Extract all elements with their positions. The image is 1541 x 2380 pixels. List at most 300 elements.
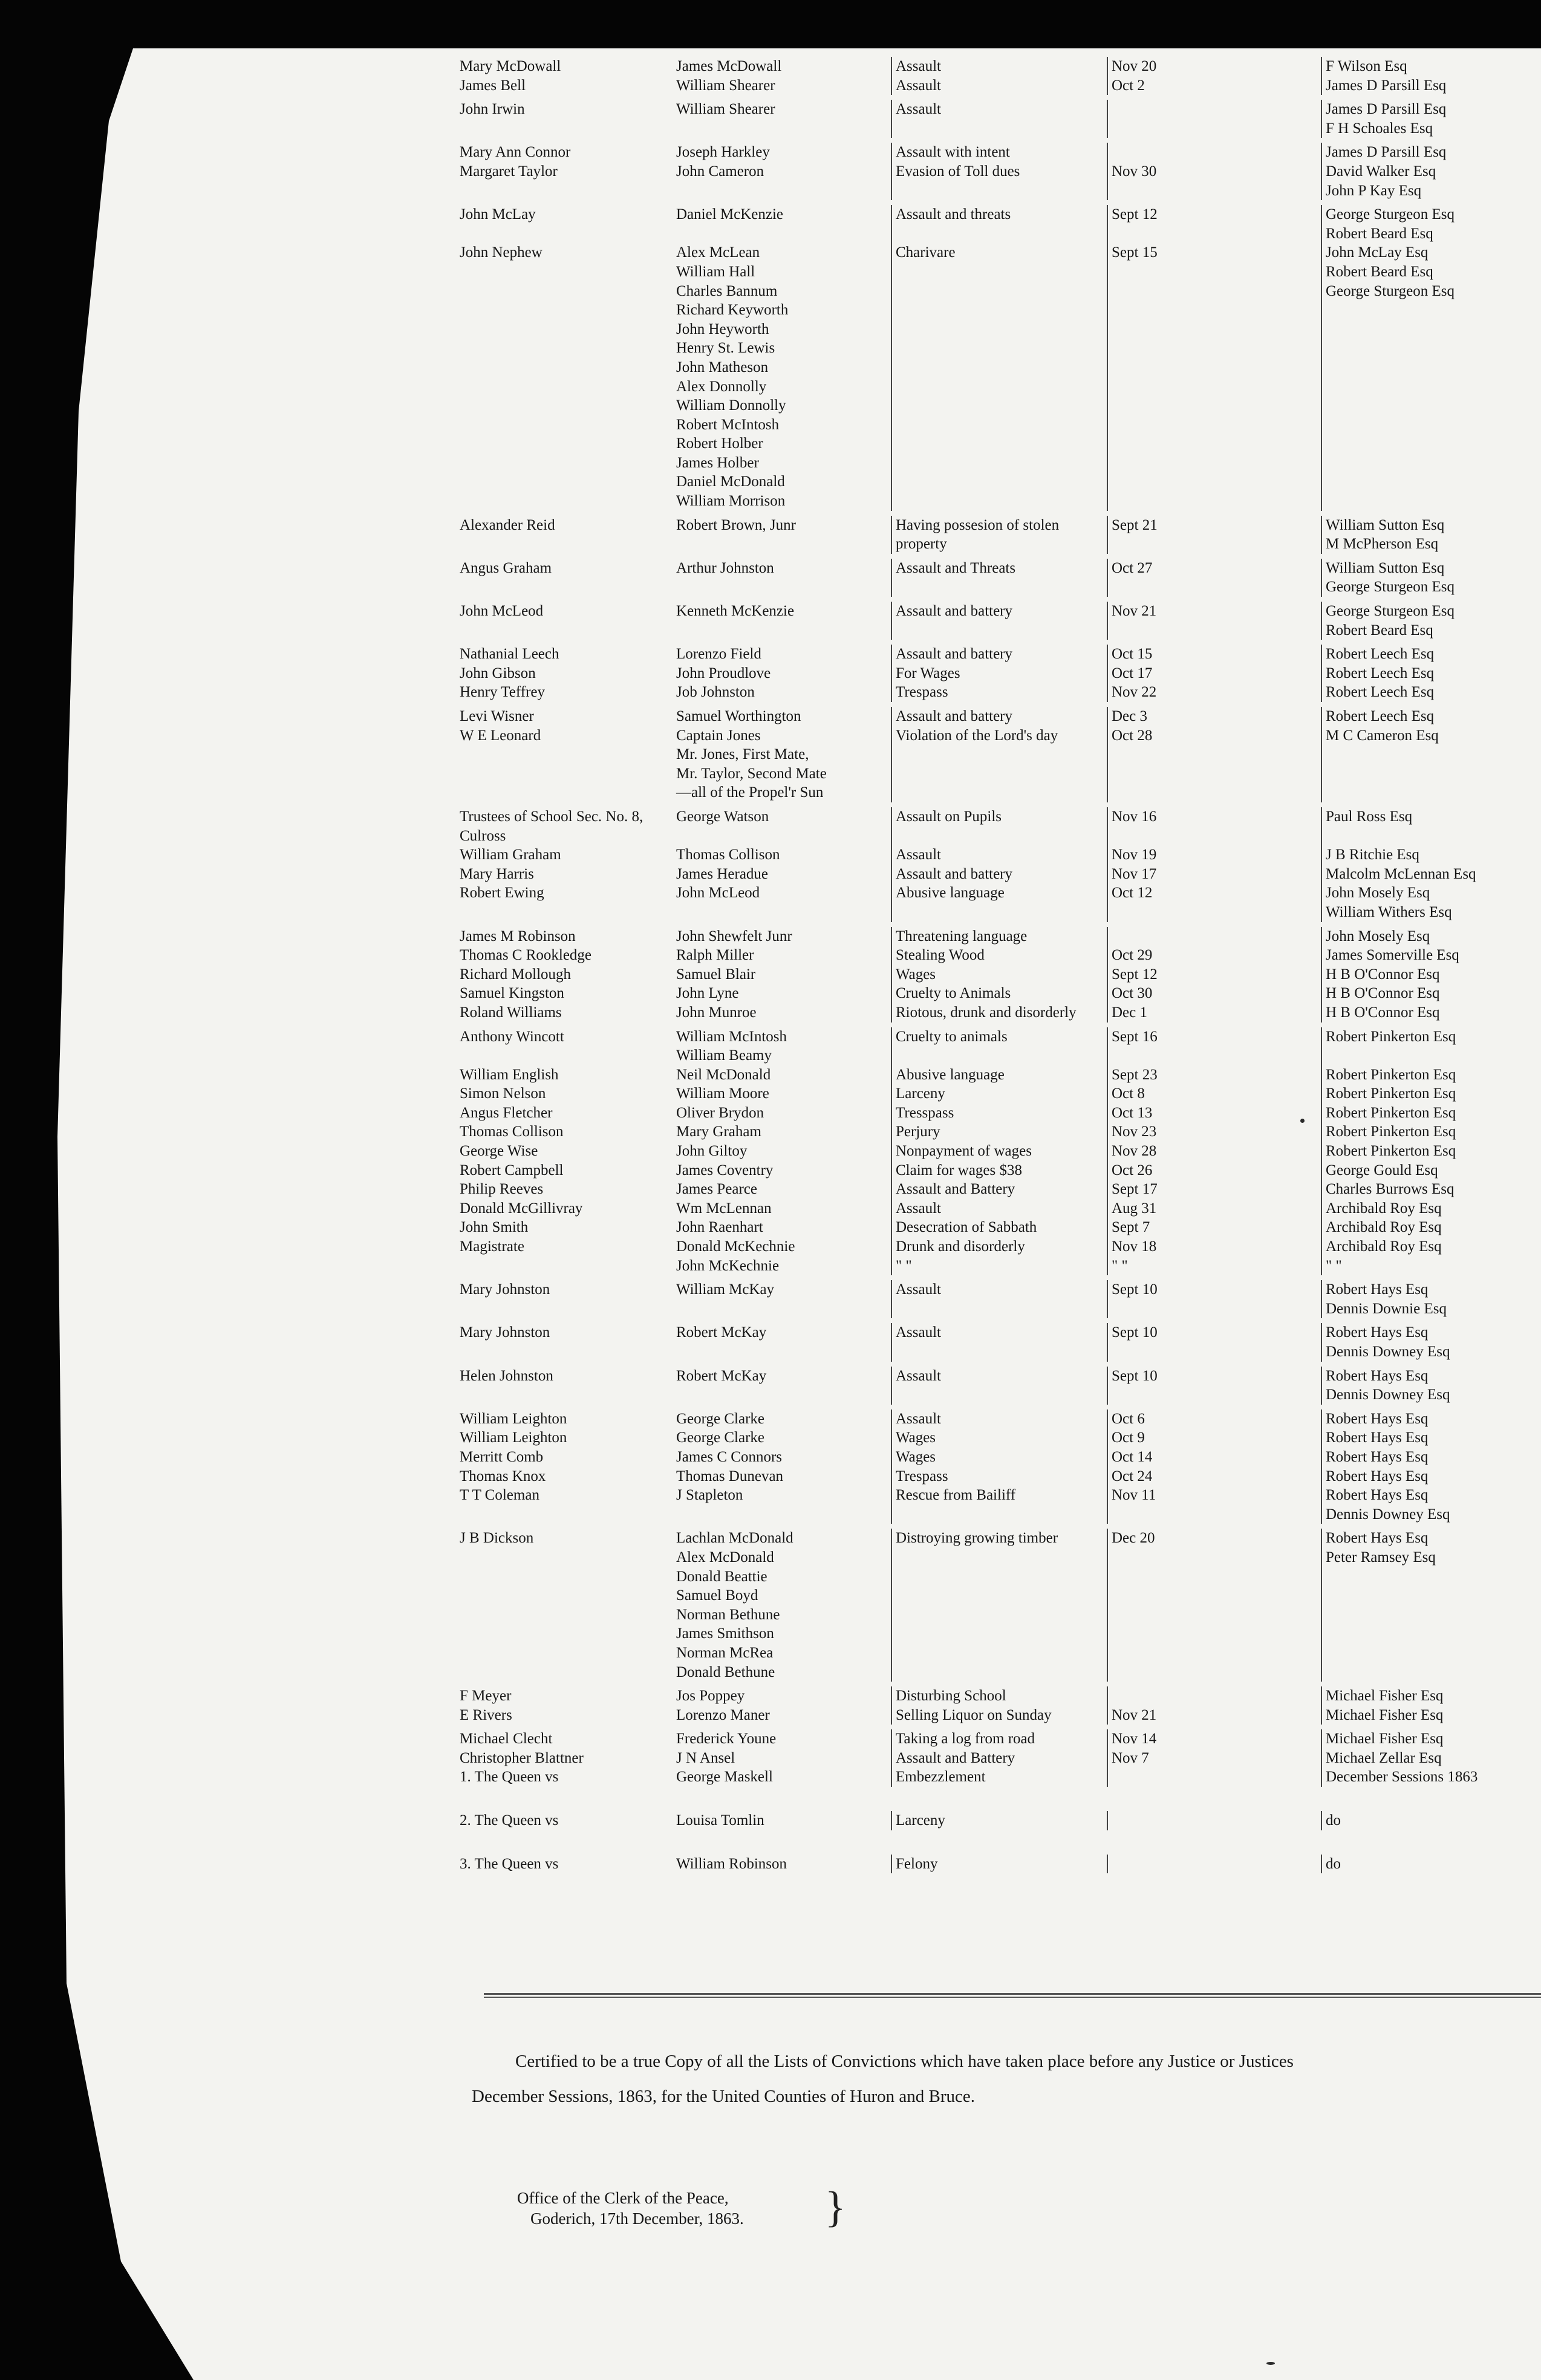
table-row: [460, 162, 1541, 200]
table-row: [460, 1122, 1541, 1142]
offence-cell: Violation of the Lord's day: [891, 726, 1107, 802]
prosecutor-cell: Angus Graham: [460, 559, 552, 576]
offence-cell: Wages: [891, 1428, 1107, 1448]
table-row: [460, 1003, 1541, 1023]
table-row: [460, 1104, 1541, 1123]
defendant-cell: Alex McLean William Hall Charles Bannum Richard Keyworth John Heyworth Henry St. Lewis John Matheson Alex Donnolly William Donnolly Robert McIntosh Robert Holber James Holber Daniel McDonald William Morrison: [676, 244, 789, 510]
justice-cell: James D Parsill Esq: [1321, 76, 1541, 96]
offence-cell: Assault and threats: [891, 205, 1107, 243]
prosecutor-cell: William Graham: [460, 847, 561, 863]
certification-text: [472, 2044, 1541, 2114]
defendant-cell: William McIntosh William Beamy: [676, 1028, 787, 1064]
date-cell: Nov 21: [1107, 1706, 1321, 1725]
table-row: [460, 205, 1541, 243]
date-cell: Nov 14: [1107, 1729, 1321, 1749]
justice-cell: John Mosely Esq William Withers Esq: [1321, 883, 1541, 922]
defendant-cell: Lorenzo Maner: [676, 1706, 770, 1723]
table-row: [460, 1218, 1541, 1237]
prosecutor-cell: Trustees of School Sec. No. 8, Culross: [460, 808, 643, 844]
offence-cell: Abusive language: [891, 883, 1107, 922]
offence-cell: Assault on Pupils: [891, 807, 1107, 845]
table-row: [460, 946, 1541, 965]
defendant-cell: Oliver Brydon: [676, 1104, 764, 1121]
defendant-cell: John McLeod: [676, 885, 760, 902]
date-cell: Oct 8: [1107, 1084, 1321, 1104]
defendant-cell: Lachlan McDonald Alex McDonald Donald Beattie Samuel Boyd Norman Bethune James Smithson Norman McRea Donald Bethune: [676, 1530, 793, 1680]
date-cell: Nov 22: [1107, 683, 1321, 702]
defendant-cell: Robert Brown, Junr: [676, 516, 796, 533]
defendant-cell: James C Connors: [676, 1448, 782, 1465]
prosecutor-cell: Mary Johnston: [460, 1281, 550, 1298]
table-row: [460, 1367, 1541, 1405]
prosecutor-cell: Mary Ann Connor: [460, 144, 571, 161]
defendant-cell: Robert McKay: [676, 1324, 767, 1341]
date-cell: Nov 18 " ": [1107, 1237, 1321, 1275]
defendant-cell: James Pearce: [676, 1181, 757, 1198]
date-cell: [1107, 927, 1321, 946]
defendant-cell: Neil McDonald: [676, 1066, 771, 1083]
justice-cell: Robert Pinkerton Esq: [1321, 1084, 1541, 1104]
justice-cell: James Somerville Esq: [1321, 946, 1541, 965]
offence-cell: Abusive language: [891, 1065, 1107, 1085]
table-row: [460, 243, 1541, 510]
date-cell: Oct 30: [1107, 984, 1321, 1003]
defendant-cell: John Raenhart: [676, 1219, 763, 1236]
justice-cell: Robert Hays Esq: [1321, 1448, 1541, 1467]
defendant-cell: Samuel Worthington: [676, 708, 801, 724]
offence-cell: Trespass: [891, 683, 1107, 702]
justice-cell: M C Cameron Esq: [1321, 726, 1541, 802]
offence-cell: Felony: [891, 1855, 1107, 1874]
defendant-cell: J N Ansel: [676, 1749, 735, 1766]
defendant-cell: Lorenzo Field: [676, 646, 761, 663]
defendant-cell: John Lyne: [676, 985, 739, 1002]
prosecutor-cell: James M Robinson: [460, 928, 576, 945]
offence-cell: Distroying growing timber: [891, 1529, 1107, 1682]
prosecutor-cell: William English: [460, 1066, 559, 1083]
prosecutor-cell: John Gibson: [460, 665, 536, 681]
offence-cell: Assault: [891, 1367, 1107, 1405]
prosecutor-cell: Mary Harris: [460, 865, 534, 882]
justice-cell: Michael Fisher Esq: [1321, 1729, 1541, 1749]
prosecutor-cell: Merritt Comb: [460, 1448, 544, 1465]
justice-cell: Robert Hays Esq: [1321, 1467, 1541, 1486]
table-row: [460, 807, 1541, 845]
offence-cell: Cruelty to Animals: [891, 984, 1107, 1003]
prosecutor-cell: William Leighton: [460, 1410, 567, 1427]
table-row: [460, 965, 1541, 984]
justice-cell: Robert Leech Esq: [1321, 664, 1541, 683]
offence-cell: Assault: [891, 1409, 1107, 1429]
justice-cell: H B O'Connor Esq: [1321, 1003, 1541, 1023]
table-row: [460, 1855, 1541, 1874]
prosecutor-cell: George Wise: [460, 1143, 538, 1160]
offence-cell: Assault and battery: [891, 645, 1107, 664]
offence-cell: Assault with intent: [891, 143, 1107, 162]
offence-cell: Stealing Wood: [891, 946, 1107, 965]
justice-cell: Archibald Roy Esq: [1321, 1199, 1541, 1218]
table-row: [460, 707, 1541, 726]
offence-cell: Disturbing School: [891, 1686, 1107, 1706]
offence-cell: Assault: [891, 100, 1107, 138]
table-row: [460, 1749, 1541, 1768]
date-cell: [1107, 1767, 1321, 1787]
prosecutor-cell: Richard Mollough: [460, 966, 572, 983]
table-row: [460, 1428, 1541, 1448]
offence-cell: Wages: [891, 965, 1107, 984]
defendant-cell: Robert McKay: [676, 1367, 767, 1384]
defendant-cell: Samuel Blair: [676, 966, 756, 983]
justice-cell: H B O'Connor Esq: [1321, 984, 1541, 1003]
table-row: [460, 1729, 1541, 1749]
justice-cell: December Sessions 1863: [1321, 1767, 1541, 1787]
table-row: [460, 845, 1541, 865]
defendant-cell: Captain Jones Mr. Jones, First Mate, Mr. Taylor, Second Mate —all of the Propel'r Sun: [676, 727, 827, 801]
prosecutor-cell: Donald McGillivray: [460, 1200, 583, 1217]
defendant-cell: James McDowall: [676, 58, 782, 74]
justice-cell: F Wilson Esq: [1321, 57, 1541, 76]
offence-cell: Drunk and disorderly " ": [891, 1237, 1107, 1275]
defendant-cell: Thomas Collison: [676, 847, 780, 863]
defendant-cell: William Shearer: [676, 77, 775, 94]
offence-cell: Perjury: [891, 1122, 1107, 1142]
justice-cell: Malcolm McLennan Esq: [1321, 865, 1541, 884]
offence-cell: Assault: [891, 76, 1107, 96]
justice-cell: John McLay Esq Robert Beard Esq George Sturgeon Esq: [1321, 243, 1541, 510]
offence-cell: Assault: [891, 57, 1107, 76]
offence-cell: Charivare: [891, 243, 1107, 510]
table-row: [460, 1323, 1541, 1361]
prosecutor-cell: Helen Johnston: [460, 1367, 553, 1384]
certification-line-1: Certified to be a true Copy of all the Lists of Convictions which have taken place before any Justice or Justices: [515, 2052, 1294, 2071]
date-cell: Dec 20: [1107, 1529, 1321, 1682]
prosecutor-cell: John McLeod: [460, 603, 544, 620]
offence-cell: Assault and battery: [891, 865, 1107, 884]
justice-cell: George Gould Esq: [1321, 1161, 1541, 1180]
prosecutor-cell: W E Leonard: [460, 727, 541, 744]
prosecutor-cell: F Meyer: [460, 1688, 512, 1705]
table-row: [460, 559, 1541, 597]
prosecutor-cell: 3. The Queen vs: [460, 1855, 559, 1872]
table-row: [460, 1027, 1541, 1065]
date-cell: Sept 17: [1107, 1180, 1321, 1199]
prosecutor-cell: E Rivers: [460, 1706, 512, 1723]
defendant-cell: John Giltoy: [676, 1143, 748, 1160]
table-row: [460, 143, 1541, 162]
date-cell: [1107, 1811, 1321, 1830]
table-row: [460, 1065, 1541, 1085]
prosecutor-cell: 2. The Queen vs: [460, 1812, 559, 1829]
prosecutor-cell: Samuel Kingston: [460, 985, 564, 1002]
offence-cell: Assault and Threats: [891, 559, 1107, 597]
date-cell: Oct 13: [1107, 1104, 1321, 1123]
date-cell: Oct 29: [1107, 946, 1321, 965]
justice-cell: Michael Fisher Esq: [1321, 1686, 1541, 1706]
table-row: [460, 865, 1541, 884]
table-row: [460, 516, 1541, 554]
date-cell: Oct 28: [1107, 726, 1321, 802]
justice-cell: George Sturgeon Esq Robert Beard Esq: [1321, 602, 1541, 640]
defendant-cell: Mary Graham: [676, 1123, 761, 1140]
date-cell: Nov 17: [1107, 865, 1321, 884]
prosecutor-cell: Angus Fletcher: [460, 1104, 553, 1121]
date-cell: Sept 10: [1107, 1367, 1321, 1405]
offence-cell: Riotous, drunk and disorderly: [891, 1003, 1107, 1023]
date-cell: [1107, 100, 1321, 138]
prosecutor-cell: T T Coleman: [460, 1487, 539, 1504]
defendant-cell: Jos Poppey: [676, 1688, 745, 1705]
defendant-cell: John Cameron: [676, 163, 764, 180]
defendant-cell: Arthur Johnston: [676, 559, 774, 576]
date-cell: Sept 16: [1107, 1027, 1321, 1065]
justice-cell: Charles Burrows Esq: [1321, 1180, 1541, 1199]
justice-cell: James D Parsill Esq: [1321, 143, 1541, 162]
defendant-cell: Joseph Harkley: [676, 144, 770, 161]
table-row: [460, 1486, 1541, 1524]
offence-cell: Nonpayment of wages: [891, 1142, 1107, 1161]
justice-cell: Robert Hays Esq Dennis Downey Esq: [1321, 1486, 1541, 1524]
date-cell: Nov 19: [1107, 845, 1321, 865]
table-row: [460, 1161, 1541, 1180]
defendant-cell: J Stapleton: [676, 1487, 743, 1504]
prosecutor-cell: Henry Teffrey: [460, 684, 546, 701]
prosecutor-cell: John McLay: [460, 206, 536, 223]
justice-cell: Robert Hays Esq Dennis Downey Esq: [1321, 1367, 1541, 1405]
date-cell: Oct 24: [1107, 1467, 1321, 1486]
date-cell: Oct 15: [1107, 645, 1321, 664]
ink-speck: [1266, 2362, 1275, 2365]
table-bottom-rule: [484, 1993, 1541, 1995]
offence-cell: Assault and Battery: [891, 1749, 1107, 1768]
justice-cell: Michael Zellar Esq: [1321, 1749, 1541, 1768]
convictions-table: [460, 57, 1541, 1873]
offence-cell: Assault and Battery: [891, 1180, 1107, 1199]
prosecutor-cell: Nathanial Leech: [460, 646, 559, 663]
table-row: [460, 927, 1541, 946]
justice-cell: Paul Ross Esq: [1321, 807, 1541, 845]
offence-cell: Claim for wages $38: [891, 1161, 1107, 1180]
justice-cell: Robert Hays Esq Peter Ramsey Esq: [1321, 1529, 1541, 1682]
justice-cell: David Walker Esq John P Kay Esq: [1321, 162, 1541, 200]
date-cell: Oct 26: [1107, 1161, 1321, 1180]
offence-cell: Tresspass: [891, 1104, 1107, 1123]
prosecutor-cell: Robert Campbell: [460, 1162, 564, 1179]
date-cell: Oct 9: [1107, 1428, 1321, 1448]
justice-cell: John Mosely Esq: [1321, 927, 1541, 946]
justice-cell: Archibald Roy Esq: [1321, 1218, 1541, 1237]
justice-cell: Robert Pinkerton Esq: [1321, 1027, 1541, 1065]
offence-cell: Assault and battery: [891, 707, 1107, 726]
date-cell: [1107, 1855, 1321, 1874]
justice-cell: J B Ritchie Esq: [1321, 845, 1541, 865]
table-row: [460, 726, 1541, 802]
offence-cell: Larceny: [891, 1811, 1107, 1830]
justice-cell: George Sturgeon Esq Robert Beard Esq: [1321, 205, 1541, 243]
prosecutor-cell: Thomas C Rookledge: [460, 947, 592, 964]
defendant-cell: Louisa Tomlin: [676, 1812, 764, 1829]
defendant-cell: George Watson: [676, 808, 769, 825]
offence-cell: Selling Liquor on Sunday: [891, 1706, 1107, 1725]
justice-cell: Robert Pinkerton Esq: [1321, 1122, 1541, 1142]
offence-cell: Wages: [891, 1448, 1107, 1467]
offence-cell: Assault: [891, 1199, 1107, 1218]
defendant-cell: Daniel McKenzie: [676, 206, 784, 223]
justice-cell: Robert Hays Esq Dennis Downie Esq: [1321, 1280, 1541, 1318]
justice-cell: Robert Pinkerton Esq: [1321, 1065, 1541, 1085]
defendant-cell: William McKay: [676, 1281, 775, 1298]
date-cell: Nov 30: [1107, 162, 1321, 200]
defendant-cell: Donald McKechnie John McKechnie: [676, 1238, 795, 1274]
defendant-cell: Wm McLennan: [676, 1200, 772, 1217]
offence-cell: Rescue from Bailiff: [891, 1486, 1107, 1524]
table-row: [460, 984, 1541, 1003]
defendant-cell: William Robinson: [676, 1855, 787, 1872]
offence-cell: Assault: [891, 1280, 1107, 1318]
office-line-2: Goderich, 17th December, 1863.: [530, 2209, 744, 2228]
justice-cell: Robert Hays Esq Dennis Downey Esq: [1321, 1323, 1541, 1361]
date-cell: Sept 12: [1107, 205, 1321, 243]
offence-cell: Threatening language: [891, 927, 1107, 946]
prosecutor-cell: J B Dickson: [460, 1530, 534, 1547]
offence-cell: Evasion of Toll dues: [891, 162, 1107, 200]
table-row: [460, 1706, 1541, 1725]
justice-cell: do: [1321, 1811, 1541, 1830]
table-row: [460, 645, 1541, 664]
date-cell: [1107, 143, 1321, 162]
prosecutor-cell: Mary Johnston: [460, 1324, 550, 1341]
table-row: [460, 1811, 1541, 1830]
date-cell: Aug 31: [1107, 1199, 1321, 1218]
date-cell: Oct 2: [1107, 76, 1321, 96]
office-line-1: Office of the Clerk of the Peace,: [517, 2189, 729, 2207]
offence-cell: Larceny: [891, 1084, 1107, 1104]
table-row: [460, 1686, 1541, 1706]
offence-cell: Having possesion of stolen property: [891, 516, 1107, 554]
justice-cell: James D Parsill Esq F H Schoales Esq: [1321, 100, 1541, 138]
prosecutor-cell: Thomas Knox: [460, 1468, 546, 1484]
date-cell: Oct 27: [1107, 559, 1321, 597]
prosecutor-cell: Roland Williams: [460, 1004, 562, 1021]
offence-cell: Assault: [891, 1323, 1107, 1361]
prosecutor-cell: James Bell: [460, 77, 526, 94]
defendant-cell: John Shewfelt Junr: [676, 928, 792, 945]
table-row: [460, 683, 1541, 702]
offence-cell: Assault: [891, 845, 1107, 865]
defendant-cell: James Heradue: [676, 865, 769, 882]
defendant-cell: James Coventry: [676, 1162, 774, 1179]
date-cell: Oct 14: [1107, 1448, 1321, 1467]
defendant-cell: Thomas Dunevan: [676, 1468, 784, 1484]
table-row: [460, 1199, 1541, 1218]
date-cell: Sept 15: [1107, 243, 1321, 510]
defendant-cell: Ralph Miller: [676, 947, 754, 964]
date-cell: Nov 11: [1107, 1486, 1321, 1524]
offence-cell: Embezzlement: [891, 1767, 1107, 1787]
justice-cell: Robert Hays Esq: [1321, 1409, 1541, 1429]
table-row: [460, 1084, 1541, 1104]
justice-cell: H B O'Connor Esq: [1321, 965, 1541, 984]
date-cell: Sept 21: [1107, 516, 1321, 554]
prosecutor-cell: Alexander Reid: [460, 516, 555, 533]
justice-cell: Archibald Roy Esq " ": [1321, 1237, 1541, 1275]
prosecutor-cell: Anthony Wincott: [460, 1028, 564, 1045]
table-row: [460, 664, 1541, 683]
justice-cell: Robert Leech Esq: [1321, 645, 1541, 664]
prosecutor-cell: Thomas Collison: [460, 1123, 564, 1140]
justice-cell: Michael Fisher Esq: [1321, 1706, 1541, 1725]
table-row: [460, 1409, 1541, 1429]
table-row: [460, 1529, 1541, 1682]
prosecutor-cell: Robert Ewing: [460, 885, 544, 902]
defendant-cell: William Shearer: [676, 101, 775, 118]
defendant-cell: William Moore: [676, 1085, 769, 1102]
table-row: [460, 76, 1541, 96]
defendant-cell: George Clarke: [676, 1410, 765, 1427]
date-cell: Nov 28: [1107, 1142, 1321, 1161]
table-row: [460, 1448, 1541, 1467]
prosecutor-cell: Simon Nelson: [460, 1085, 546, 1102]
date-cell: Nov 7: [1107, 1749, 1321, 1768]
date-cell: Nov 16: [1107, 807, 1321, 845]
justice-cell: William Sutton Esq George Sturgeon Esq: [1321, 559, 1541, 597]
prosecutor-cell: Levi Wisner: [460, 708, 534, 724]
table-row: [460, 883, 1541, 922]
defendant-cell: George Maskell: [676, 1769, 773, 1786]
justice-cell: Robert Hays Esq: [1321, 1428, 1541, 1448]
offence-cell: Assault and battery: [891, 602, 1107, 640]
offence-cell: For Wages: [891, 664, 1107, 683]
certification-line-2: December Sessions, 1863, for the United Counties of Huron and Bruce.: [472, 2087, 975, 2106]
justice-cell: Robert Leech Esq: [1321, 683, 1541, 702]
date-cell: Dec 1: [1107, 1003, 1321, 1023]
offence-cell: Taking a log from road: [891, 1729, 1107, 1749]
defendant-cell: George Clarke: [676, 1429, 765, 1446]
prosecutor-cell: John Irwin: [460, 101, 525, 118]
defendant-cell: Kenneth McKenzie: [676, 603, 795, 620]
date-cell: Dec 3: [1107, 707, 1321, 726]
brace-mark: }: [825, 2183, 846, 2231]
date-cell: Sept 7: [1107, 1218, 1321, 1237]
table-row: [460, 1237, 1541, 1275]
table-row: [460, 1467, 1541, 1486]
date-cell: Sept 10: [1107, 1280, 1321, 1318]
table-row: [460, 57, 1541, 76]
date-cell: Oct 6: [1107, 1409, 1321, 1429]
offence-cell: Desecration of Sabbath: [891, 1218, 1107, 1237]
date-cell: Nov 20: [1107, 57, 1321, 76]
prosecutor-cell: Philip Reeves: [460, 1181, 544, 1198]
table-row: [460, 1180, 1541, 1199]
offence-cell: Trespass: [891, 1467, 1107, 1486]
table-row: [460, 1767, 1541, 1787]
office-signature-block: [517, 2188, 744, 2229]
defendant-cell: John Proudlove: [676, 665, 771, 681]
date-cell: Sept 12: [1107, 965, 1321, 984]
justice-cell: Robert Pinkerton Esq: [1321, 1142, 1541, 1161]
date-cell: Sept 23: [1107, 1065, 1321, 1085]
defendant-cell: Frederick Youne: [676, 1731, 777, 1748]
table-row: [460, 100, 1541, 138]
justice-cell: Robert Pinkerton Esq: [1321, 1104, 1541, 1123]
prosecutor-cell: John Nephew: [460, 244, 542, 261]
date-cell: Oct 12: [1107, 883, 1321, 922]
date-cell: Oct 17: [1107, 664, 1321, 683]
justice-cell: William Sutton Esq M McPherson Esq: [1321, 516, 1541, 554]
table-row: [460, 1142, 1541, 1161]
prosecutor-cell: Mary McDowall: [460, 58, 561, 74]
prosecutor-cell: Magistrate: [460, 1238, 524, 1255]
table-row: [460, 602, 1541, 640]
